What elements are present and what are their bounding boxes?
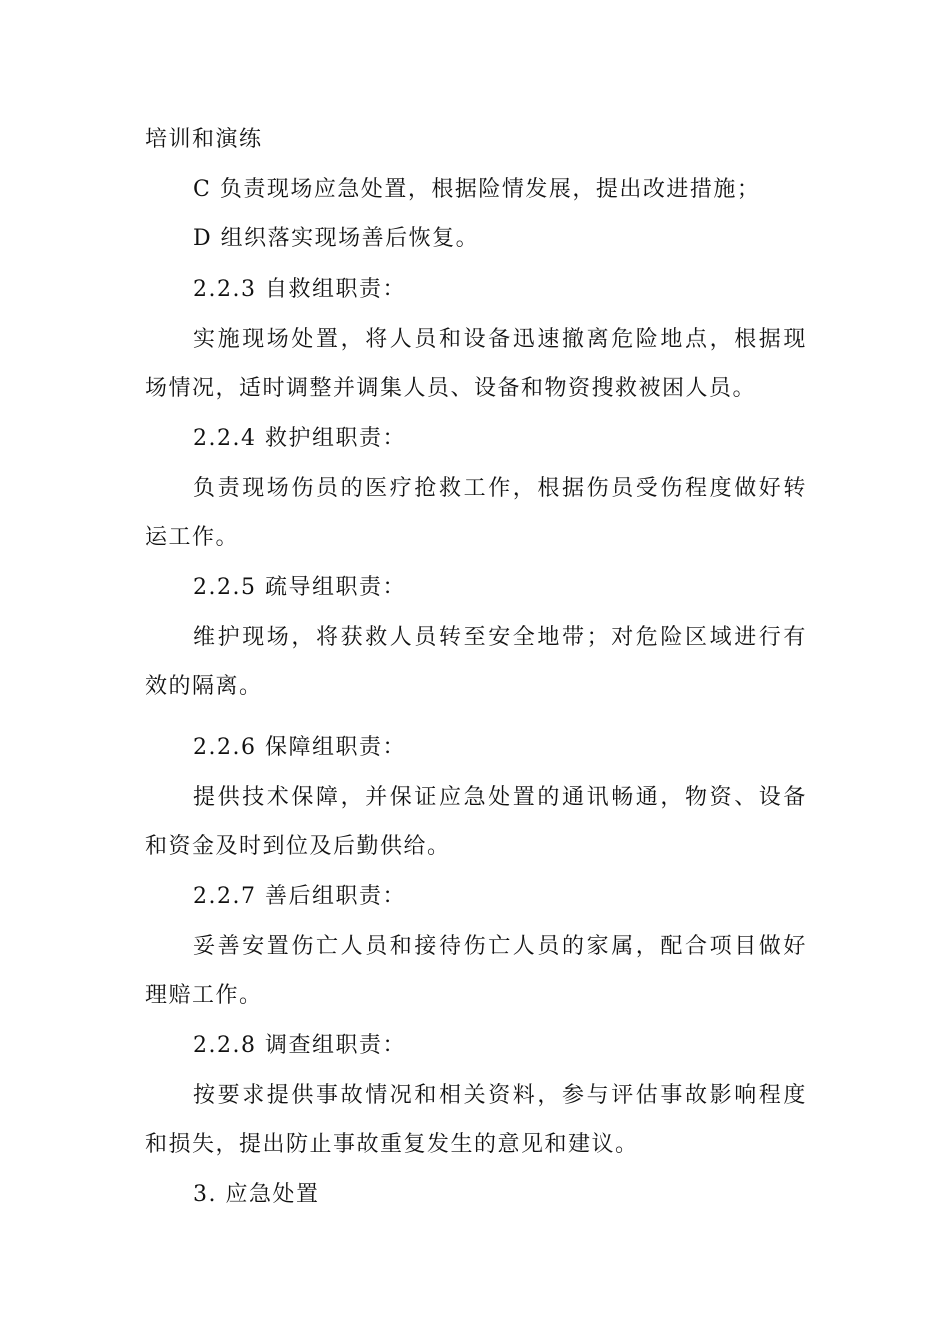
heading-3-emergency-response: 3. 应急处置 <box>193 1182 320 1207</box>
self-rescue-text-line-2: 场情况，适时调整并调集人员、设备和物资搜救被困人员。 <box>145 376 757 401</box>
rescue-text-line-2: 运工作。 <box>145 525 240 550</box>
aftermath-text-line-2: 理赔工作。 <box>145 983 263 1008</box>
guidance-text-line-1: 维护现场，将获救人员转至安全地带；对危险区域进行有 <box>193 625 809 650</box>
investigation-text-line-2: 和损失，提出防止事故重复发生的意见和建议。 <box>145 1132 639 1157</box>
support-text-line-1: 提供技术保障，并保证应急处置的通讯畅通，物资、设备 <box>193 785 809 810</box>
self-rescue-text-line-1: 实施现场处置，将人员和设备迅速撤离危险地点，根据现 <box>193 327 809 352</box>
guidance-text-line-2: 效的隔离。 <box>145 674 263 699</box>
investigation-text-line-1: 按要求提供事故情况和相关资料，参与评估事故影响程度 <box>193 1083 809 1108</box>
heading-2-2-7-aftermath: 2.2.7 善后组职责： <box>193 884 406 909</box>
support-text-line-2: 和资金及时到位及后勤供给。 <box>145 834 451 859</box>
heading-2-2-3-self-rescue: 2.2.3 自救组职责： <box>193 277 406 302</box>
paragraph-continuation-training: 培训和演练 <box>145 127 263 152</box>
heading-2-2-6-support: 2.2.6 保障组职责： <box>193 735 406 760</box>
item-c-on-site-response: C 负责现场应急处置，根据险情发展，提出改进措施； <box>193 177 761 202</box>
item-d-recovery: D 组织落实现场善后恢复。 <box>193 226 480 251</box>
heading-2-2-4-rescue: 2.2.4 救护组职责： <box>193 426 406 451</box>
aftermath-text-line-1: 妥善安置伤亡人员和接待伤亡人员的家属，配合项目做好 <box>193 934 809 959</box>
heading-2-2-8-investigation: 2.2.8 调查组职责： <box>193 1033 406 1058</box>
heading-2-2-5-guidance: 2.2.5 疏导组职责： <box>193 575 406 600</box>
rescue-text-line-1: 负责现场伤员的医疗抢救工作，根据伤员受伤程度做好转 <box>193 476 809 501</box>
